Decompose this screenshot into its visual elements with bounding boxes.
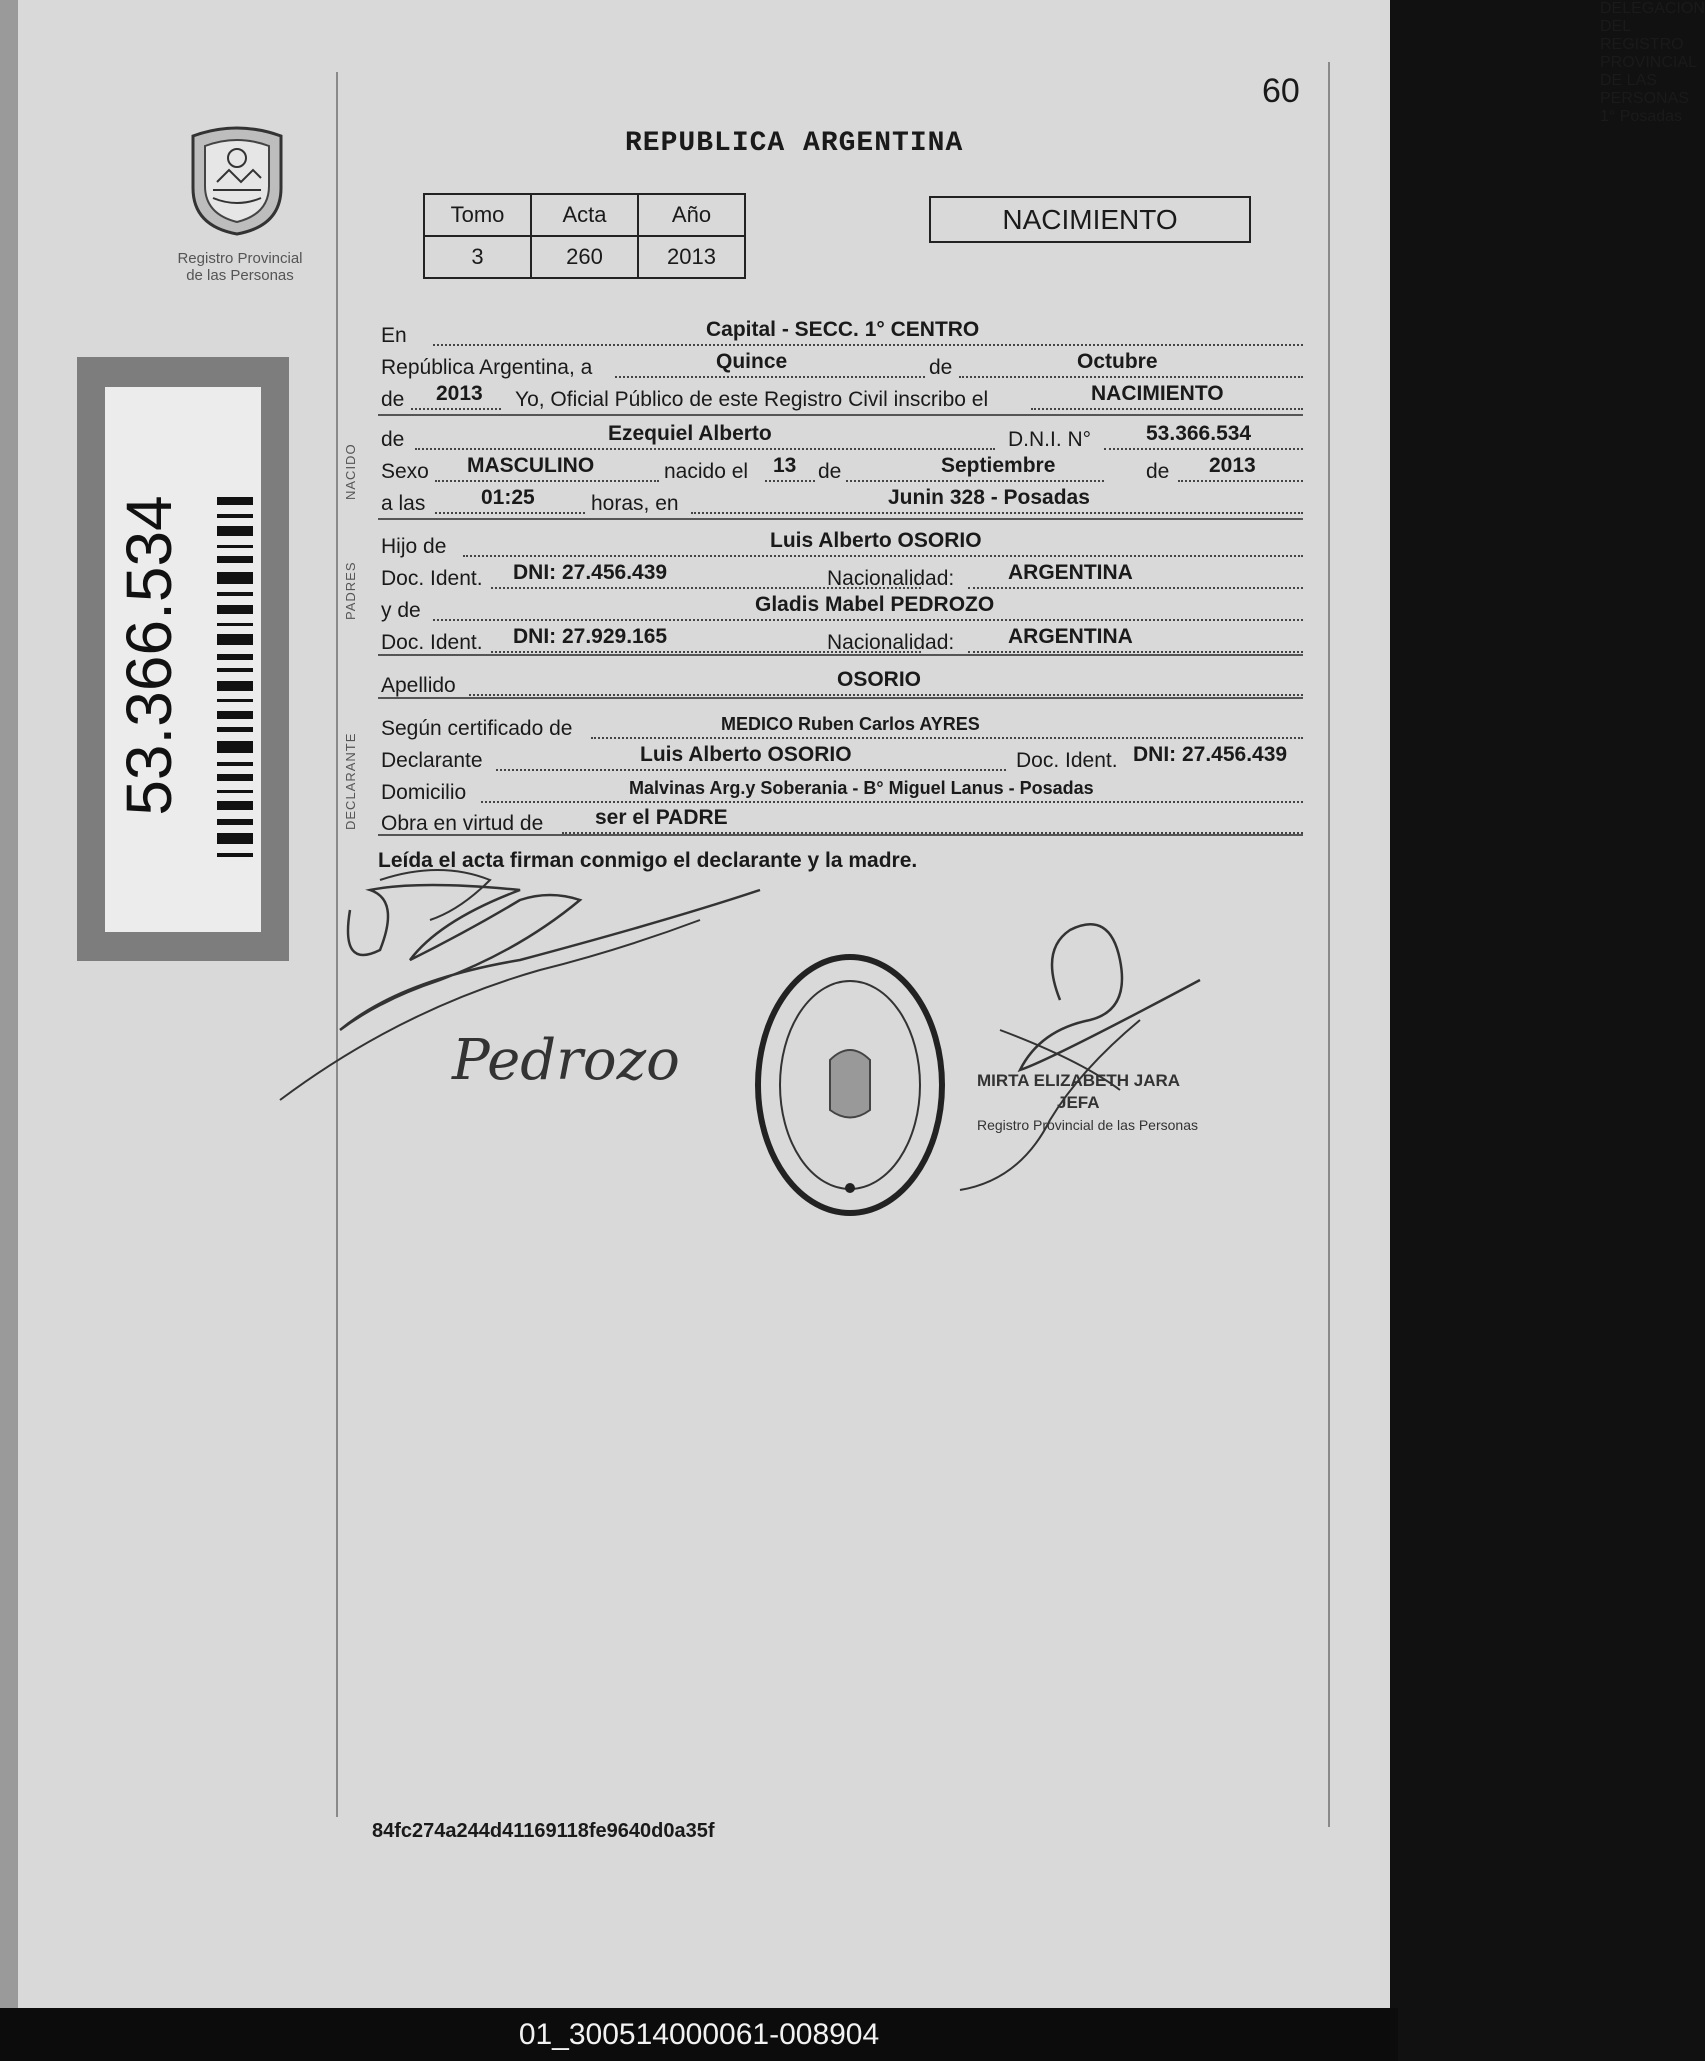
value-declarante: Luis Alberto OSORIO: [640, 743, 852, 766]
label-inscribo: Yo, Oficial Público de este Registro Civil inscribo el: [515, 388, 989, 411]
row-en: [381, 320, 1303, 350]
label-a-las: a las: [381, 492, 426, 515]
value-doc-3: DNI: 27.456.439: [1133, 743, 1288, 766]
country-title: REPUBLICA ARGENTINA: [625, 128, 964, 159]
label-de-1: de: [929, 356, 953, 379]
label-nacido: nacido el: [664, 460, 749, 483]
value-year: 2013: [436, 382, 483, 405]
value-obra: ser el PADRE: [595, 806, 728, 829]
label-hijo: Hijo de: [381, 535, 447, 558]
value-name: Ezequiel Alberto: [608, 422, 772, 445]
header-tomo: Tomo: [424, 194, 531, 236]
row-father: [381, 531, 1303, 561]
value-doc-2: DNI: 27.929.165: [513, 625, 668, 648]
label-obra: Obra en virtud de: [381, 812, 544, 835]
label-horas: horas, en: [591, 492, 679, 515]
closing-text: Leída el acta firman conmigo el declarante y la madre.: [378, 849, 918, 872]
row-obra: [381, 808, 1303, 838]
section-label-nacido: NACIDO: [343, 443, 358, 500]
label-de-3: de: [381, 428, 405, 451]
value-ano: 2013: [638, 236, 745, 278]
row-inscribo: [381, 384, 1303, 414]
registry-label-line2: de las Personas: [186, 267, 294, 284]
value-father: Luis Alberto OSORIO: [770, 529, 982, 552]
label-en: En: [381, 324, 407, 347]
province-seal-icon: [183, 118, 291, 238]
section-label-padres: PADRES: [343, 561, 358, 620]
label-apellido: Apellido: [381, 674, 456, 697]
row-doc-father: [381, 563, 1303, 593]
label-sexo: Sexo: [381, 460, 429, 483]
value-birth-month: Septiembre: [941, 454, 1056, 477]
label-nac-2: Nacionalidad:: [827, 631, 955, 654]
label-de-5: de: [1146, 460, 1170, 483]
value-tomo: 3: [424, 236, 531, 278]
label-y-de: y de: [381, 599, 421, 622]
label-doc-2: Doc. Ident.: [381, 631, 483, 654]
value-month: Octubre: [1077, 350, 1158, 373]
row-apellido: [381, 670, 1303, 700]
value-place: Junin 328 - Posadas: [888, 486, 1090, 509]
registry-label-line1: Registro Provincial: [177, 250, 303, 267]
value-sexo: MASCULINO: [467, 454, 595, 477]
barcode-bars-icon: [217, 497, 253, 857]
value-nac-1: ARGENTINA: [1008, 561, 1133, 584]
footer-id: 01_300514000061-008904: [0, 2008, 1398, 2061]
label-declarante: Declarante: [381, 749, 483, 772]
header-acta: Acta: [531, 194, 638, 236]
section-label-declarante: DECLARANTE: [343, 732, 358, 830]
label-dni: D.N.I. N°: [1008, 428, 1092, 451]
value-mother: Gladis Mabel PEDROZO: [755, 593, 995, 616]
separator-2: [378, 518, 1303, 520]
label-republica: República Argentina, a: [381, 356, 593, 379]
label-domicilio: Domicilio: [381, 781, 467, 804]
value-dni: 53.366.534: [1146, 422, 1252, 445]
right-margin-line: [1328, 62, 1330, 1827]
official-stamp-icon: [750, 950, 950, 1220]
stamp-text: DELEGACION DEL REGISTRO PROVINCIAL DE LAS PERSONAS 1° Posadas: [1600, 0, 1705, 125]
header-ano: Año: [638, 194, 745, 236]
label-nac-1: Nacionalidad:: [827, 567, 955, 590]
value-doc-1: DNI: 27.456.439: [513, 561, 668, 584]
value-apellido: OSORIO: [837, 668, 922, 691]
label-doc-1: Doc. Ident.: [381, 567, 483, 590]
registry-label: [160, 250, 320, 284]
scan-edge: [0, 0, 18, 2008]
handwritten-signature: Pedrozo: [452, 1028, 680, 1093]
separator-1: [378, 414, 1303, 416]
official-name: MIRTA ELIZABETH JARA: [977, 1071, 1181, 1090]
label-segun: Según certificado de: [381, 717, 573, 740]
value-day: Quince: [716, 350, 788, 373]
official-office: Registro Provincial de las Personas: [977, 1117, 1198, 1133]
label-de-2: de: [381, 388, 405, 411]
row-certificado: [381, 713, 1303, 743]
row-republica: [381, 352, 1303, 382]
barcode-label: [77, 357, 289, 961]
value-en: Capital - SECC. 1° CENTRO: [706, 318, 980, 341]
record-table: [423, 193, 746, 279]
value-inscribo: NACIMIENTO: [1091, 382, 1224, 405]
label-doc-3: Doc. Ident.: [1016, 749, 1118, 772]
value-birth-year: 2013: [1209, 454, 1256, 477]
row-domicilio: [381, 777, 1303, 807]
value-birth-day: 13: [773, 454, 797, 477]
row-sexo: [381, 456, 1303, 486]
barcode-panel: [105, 387, 261, 932]
official-role: JEFA: [1057, 1093, 1100, 1112]
record-type-box: NACIMIENTO: [929, 196, 1251, 243]
value-hour: 01:25: [481, 486, 535, 509]
row-name: [381, 424, 1303, 454]
document-hash: 84fc274a244d41169118fe9640d0a35f: [372, 1820, 715, 1842]
row-mother: [381, 595, 1303, 625]
barcode-number: 53.366.534: [113, 495, 185, 816]
label-de-4: de: [818, 460, 842, 483]
value-domicilio: Malvinas Arg.y Soberania - B° Miguel Lanus - Posadas: [629, 778, 1094, 798]
row-declarante: [381, 745, 1303, 775]
value-nac-2: ARGENTINA: [1008, 625, 1133, 648]
value-acta: 260: [531, 236, 638, 278]
row-doc-mother: [381, 627, 1303, 657]
page-number: 60: [1262, 72, 1300, 110]
row-hora: [381, 488, 1303, 518]
official-signature-block: [977, 1070, 1198, 1136]
value-segun: MEDICO Ruben Carlos AYRES: [721, 714, 980, 734]
